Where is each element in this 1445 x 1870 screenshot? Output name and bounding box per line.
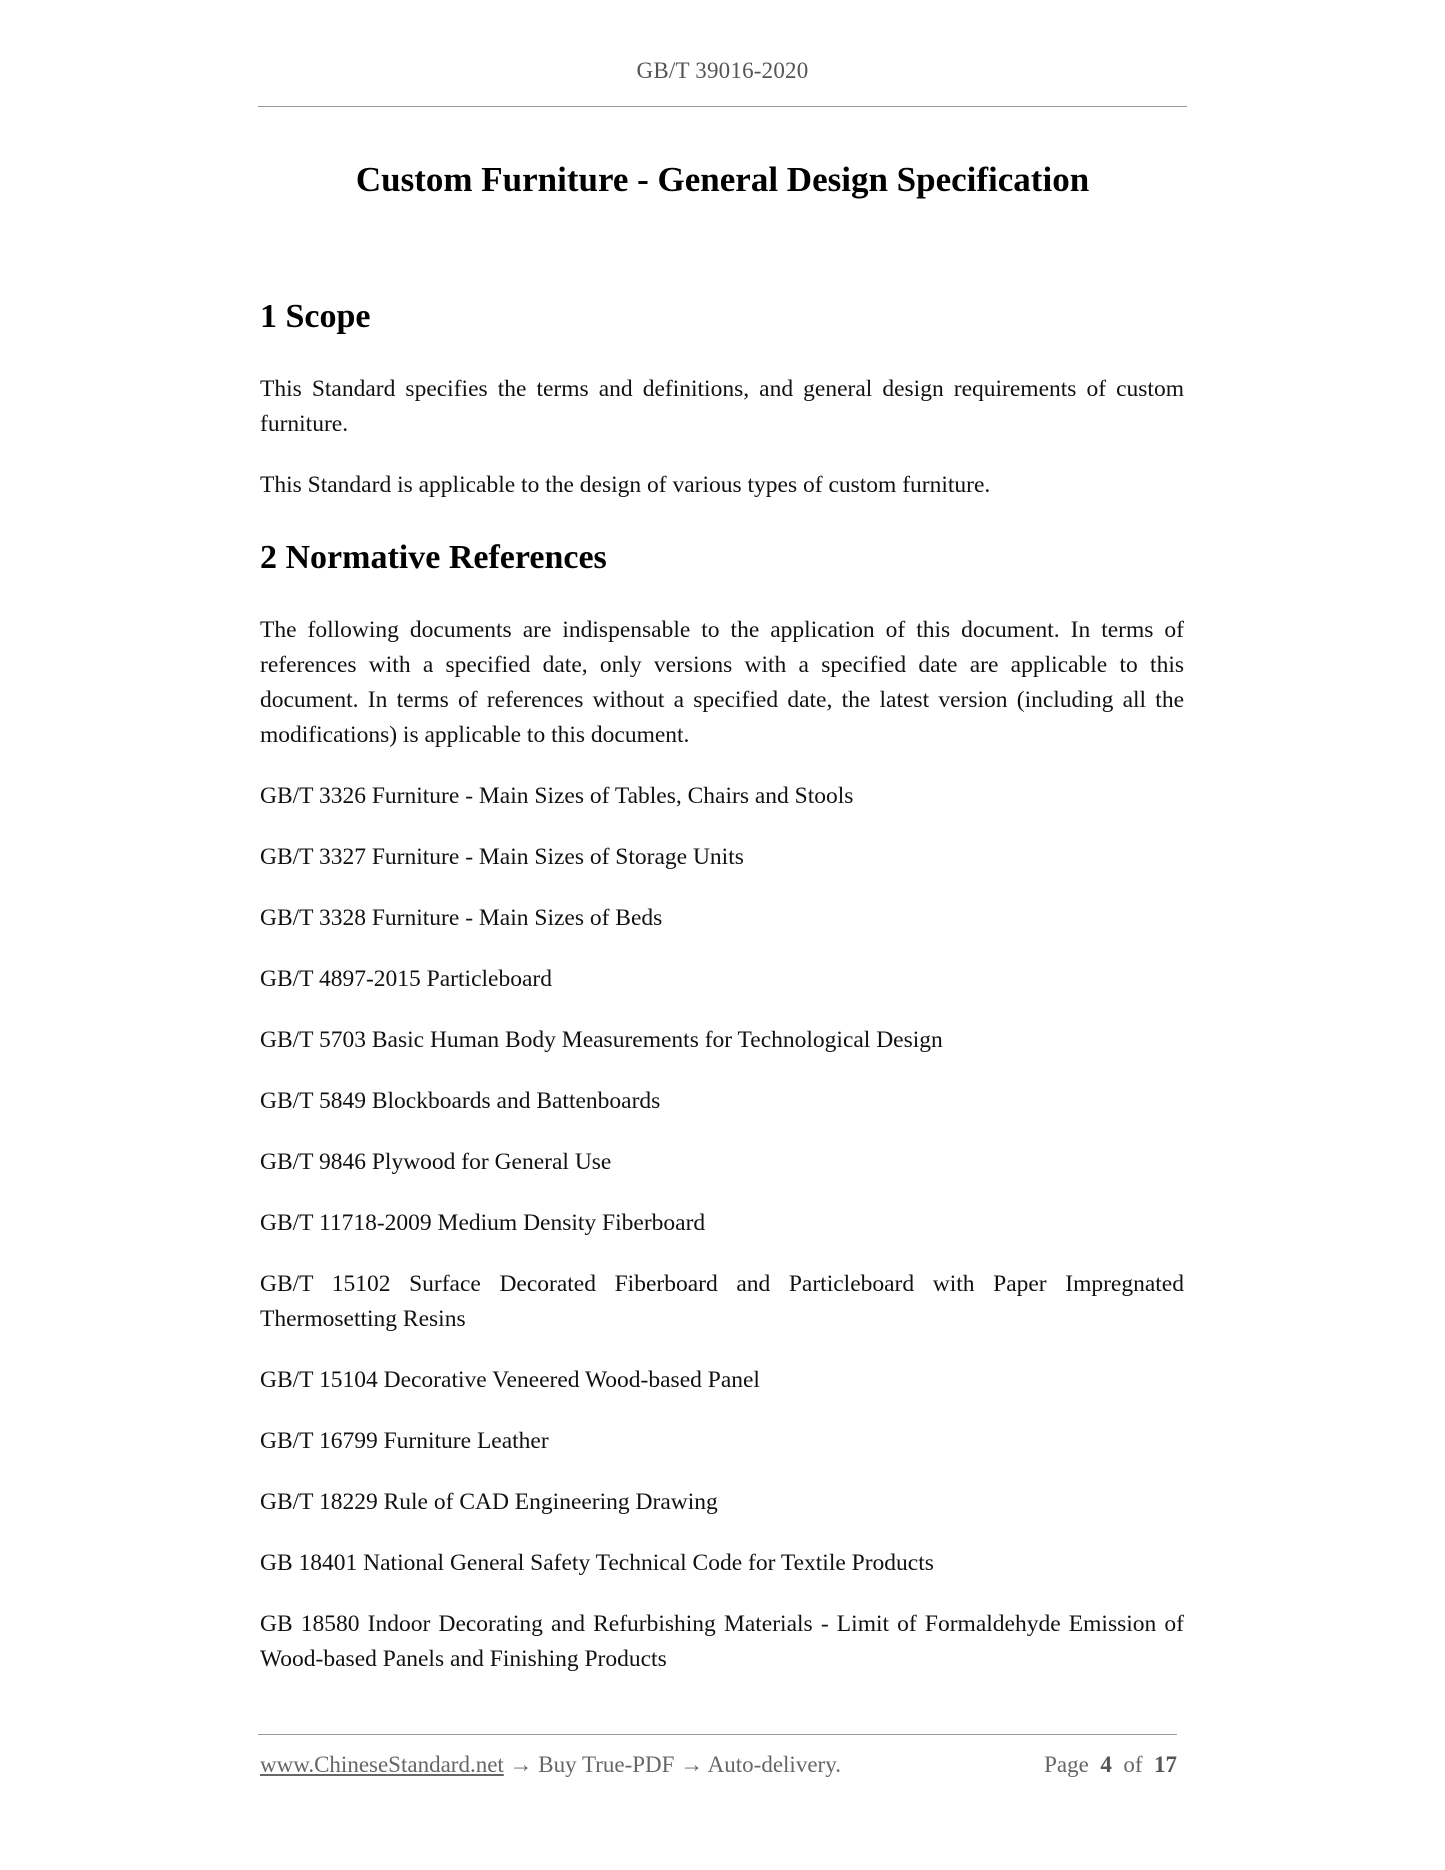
reference-item: GB/T 15104 Decorative Veneered Wood-based Panel: [260, 1367, 760, 1393]
reference-item: GB/T 4897-2015 Particleboard: [260, 966, 552, 992]
reference-item: GB/T 3326 Furniture - Main Sizes of Tables, Chairs and Stools: [260, 783, 854, 809]
header-divider: [258, 106, 1187, 107]
document-body: [260, 290, 1184, 1677]
footer-divider: [258, 1734, 1177, 1735]
scope-paragraph: This Standard is applicable to the design of various types of custom furniture.: [260, 472, 991, 498]
website-link[interactable]: www.ChineseStandard.net: [260, 1752, 504, 1777]
page-label: Page: [1044, 1752, 1089, 1777]
footer-buy-text: Buy True-PDF: [538, 1752, 675, 1777]
reference-item: GB/T 18229 Rule of CAD Engineering Drawing: [260, 1489, 718, 1515]
reference-list: [260, 779, 1184, 1677]
footer-promo: [260, 1752, 841, 1778]
page-indicator: [1044, 1752, 1177, 1778]
reference-item: GB 18401 National General Safety Technical Code for Textile Products: [260, 1550, 934, 1576]
reference-item: GB/T 11718-2009 Medium Density Fiberboard: [260, 1210, 706, 1236]
header-standard-code: GB/T 39016-2020: [636, 58, 809, 83]
arrow-right-icon: →: [509, 1752, 533, 1777]
page-number: 4: [1100, 1752, 1112, 1777]
reference-item: GB/T 16799 Furniture Leather: [260, 1428, 549, 1454]
footer-delivery-text: Auto-delivery.: [707, 1752, 841, 1777]
reference-item: GB/T 9846 Plywood for General Use: [260, 1149, 612, 1175]
reference-item: GB/T 5703 Basic Human Body Measurements for Technological Design: [260, 1027, 943, 1053]
section-heading-scope: 1 Scope: [260, 298, 371, 335]
reference-item: GB/T 15102 Surface Decorated Fiberboard and Particleboard with Paper Impregnated Thermosetting Resins: [260, 1271, 1184, 1332]
reference-item: GB/T 5849 Blockboards and Battenboards: [260, 1088, 661, 1114]
normative-intro-paragraph: The following documents are indispensable to the application of this document. In terms of references with a specified date, only versions with a specified date are applicable to this document. In terms of references without a specified date, the latest version (including all the modifications) is applicable to this document.: [260, 617, 1184, 748]
section-heading-normative-references: 2 Normative References: [260, 539, 607, 576]
reference-item: GB 18580 Indoor Decorating and Refurbishing Materials - Limit of Formaldehyde Emission of Wood-based Panels and Finishing Products: [260, 1611, 1184, 1672]
reference-item: GB/T 3328 Furniture - Main Sizes of Beds: [260, 905, 663, 931]
reference-item: GB/T 3327 Furniture - Main Sizes of Storage Units: [260, 844, 744, 870]
scope-paragraph: This Standard specifies the terms and definitions, and general design requirements of custom furniture.: [260, 376, 1184, 437]
page-of-label: of: [1123, 1752, 1143, 1777]
page-total: 17: [1154, 1752, 1177, 1777]
document-title: Custom Furniture - General Design Specification: [355, 160, 1090, 199]
arrow-right-icon: →: [680, 1752, 704, 1777]
